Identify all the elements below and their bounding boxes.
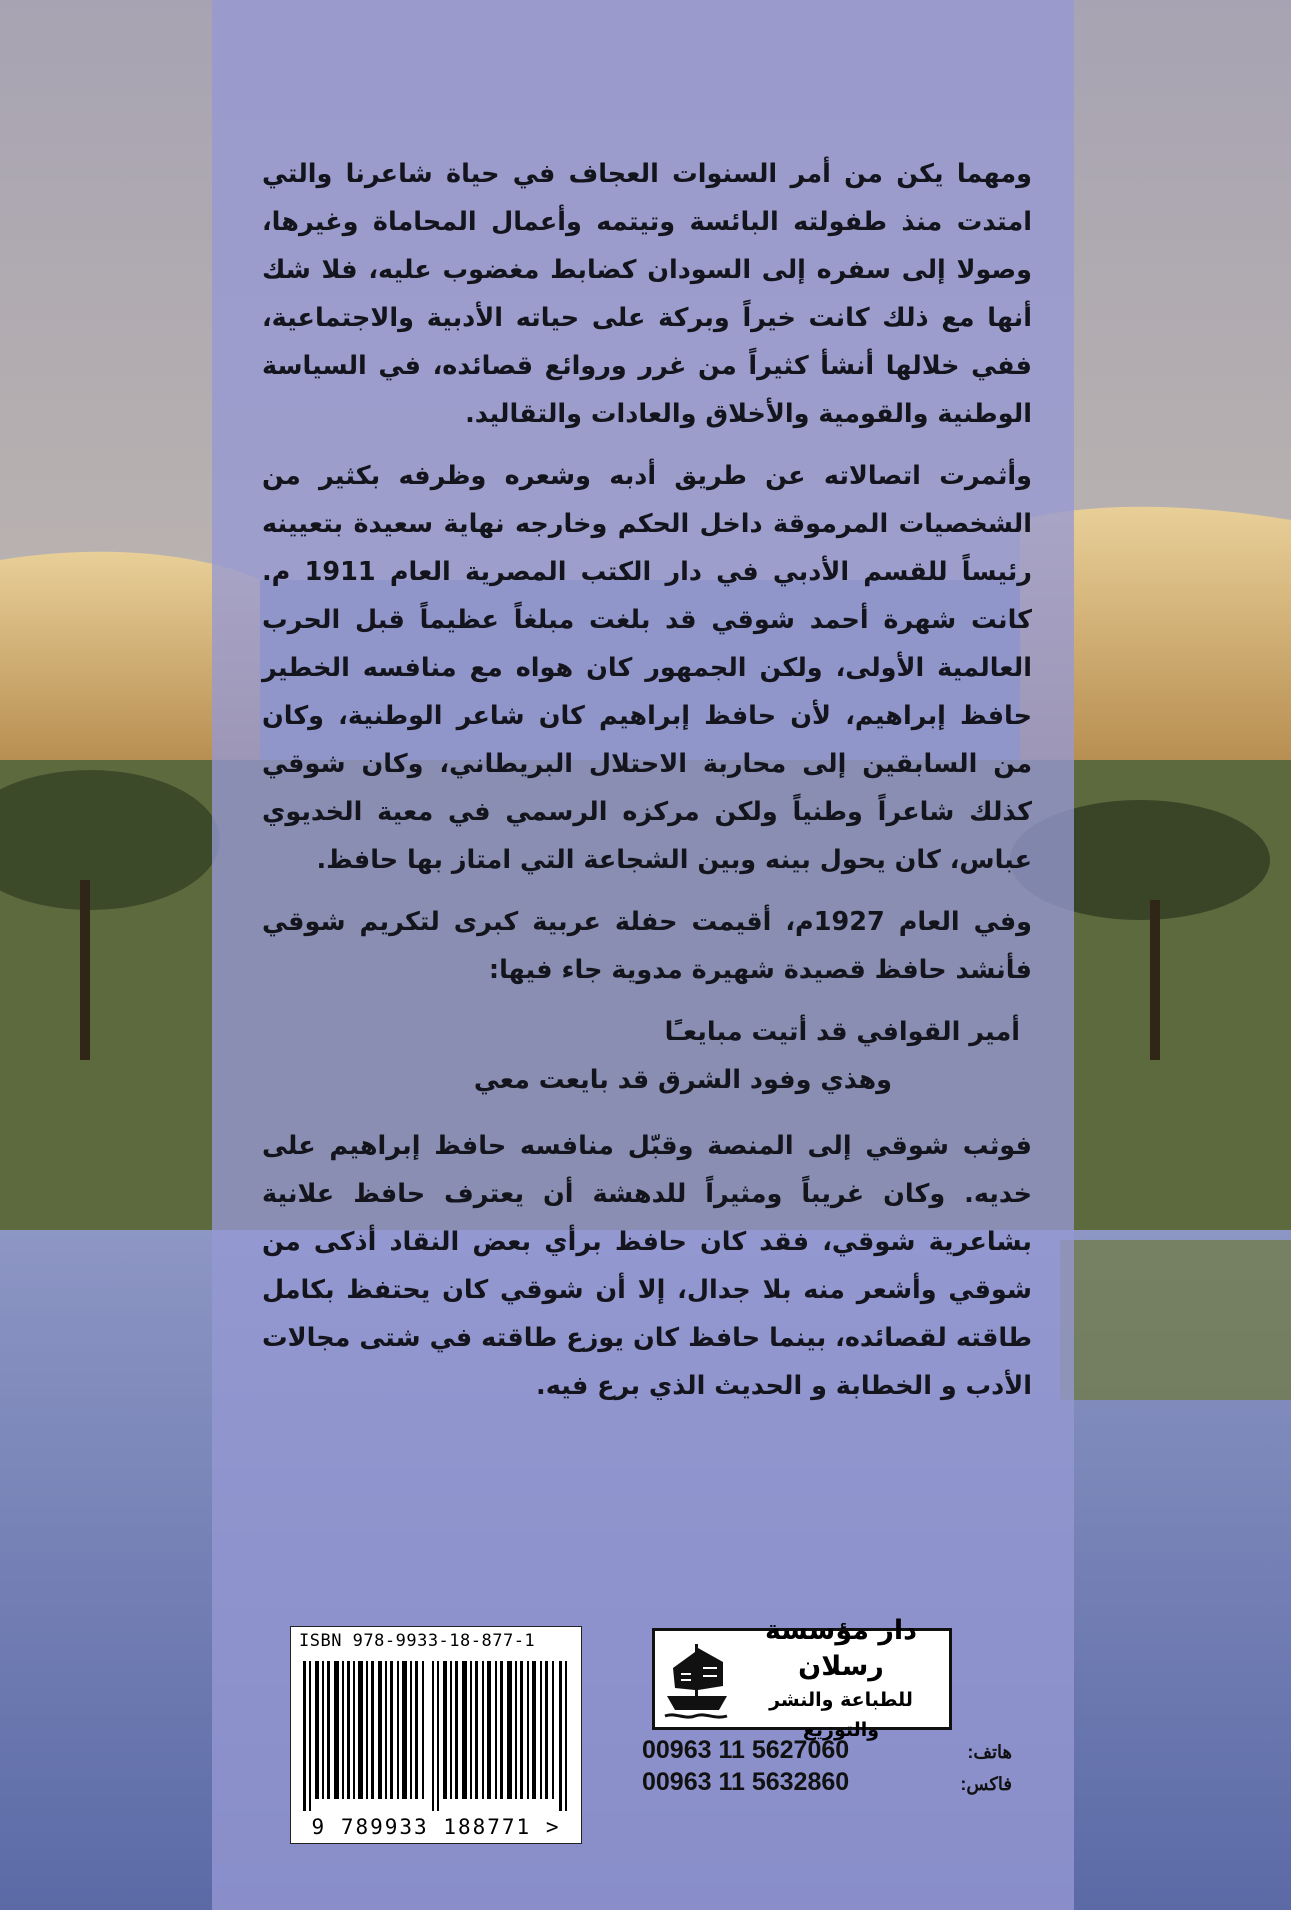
ship-icon: [661, 1634, 733, 1724]
fax-label: فاكس:: [960, 1774, 1012, 1794]
barcode-digits: 9 789933 188771 >: [311, 1815, 561, 1839]
paragraph-2: وأثمرت اتصالاته عن طريق أدبه وشعره وظرفه بكثير من الشخصيات المرموقة داخل الحكم وخارجه نهاية سعيدة بتعيينه رئيساً للقسم الأدبي في دار الكتب المصرية العام 1911 م. كانت شهرة أحمد شوقي قد بلغت مبلغاً عظيماً قبل الحرب العالمية الأولى، ولكن الجمهور كان هواه مع منافسه الخطير حافظ إبراهيم، لأن حافظ إبراهيم كان شاعر الوطنية، وكان من السابقين إلى محاربة الاحتلال البريطاني، وكان شوقي كذلك شاعراً وطنياً ولكن مركزه الرسمي في معية الخديوي عباس، كان يحول بينه وبين الشجاعة التي امتاز بها حافظ.: [262, 461, 1032, 875]
paragraph-3: وفي العام 1927م، أقيمت حفلة عربية كبرى لتكريم شوقي فأنشد حافظ قصيدة شهيرة مدوية جاء فيها:: [262, 907, 1032, 985]
barcode-bars: [301, 1661, 571, 1811]
publisher-contacts: [642, 1735, 1012, 1799]
verse-line-2: وهذي وفود الشرق قد بايعت معي: [473, 1065, 892, 1095]
phone-number: 00963 11 5627060: [642, 1736, 850, 1764]
poem-verse: [262, 1008, 1032, 1104]
publisher-subtitle: للطباعة والنشر والتوزيع: [769, 1689, 913, 1741]
paragraph-1: ومهما يكن من أمر السنوات العجاف في حياة شاعرنا والتي امتدت منذ طفولته البائسة وتيتمه وأعمال المحاماة وغيرها، وصولا إلى سفره إلى السودان كضابط مغضوب عليه، فلا شك أنها مع ذلك كانت خيراً وبركة على حياته الأدبية والاجتماعية، ففي خلالها أنشأ كثيراً من غرر وروائع قصائده، في السياسة الوطنية والقومية والأخلاق والعادات والتقاليد.: [262, 159, 1032, 429]
isbn-barcode: [290, 1626, 582, 1844]
phone-row: [642, 1735, 1012, 1767]
back-cover-text: [262, 150, 1032, 1424]
phone-label: هاتف:: [967, 1742, 1012, 1762]
paragraph-closing: فوثب شوقي إلى المنصة وقبّل منافسه حافظ إبراهيم على خديه. وكان غريباً ومثيراً للدهشة أن يعترف حافظ علانية بشاعرية شوقي، فقد كان حافظ برأي بعض النقاد أذكى من شوقي وأشعر منه بلا جدال، إلا أن شوقي كان يحتفظ بكامل طاقته لقصائده، بينما حافظ كان يوزع طاقته في شتى مجالات الأدب و الخطابة و الحديث الذي برع فيه.: [262, 1131, 1032, 1401]
fax-row: [642, 1767, 1012, 1799]
publisher-text: [733, 1613, 949, 1745]
fax-number: 00963 11 5632860: [642, 1768, 850, 1796]
publisher-logo-box: [652, 1615, 952, 1741]
publisher-name: دار مؤسسة رسلان: [764, 1615, 918, 1682]
isbn-number: ISBN 978-9933-18-877-1: [299, 1631, 536, 1651]
verse-line-1: أمير القوافي قد أتيت مبايعـًا: [664, 1017, 1020, 1047]
